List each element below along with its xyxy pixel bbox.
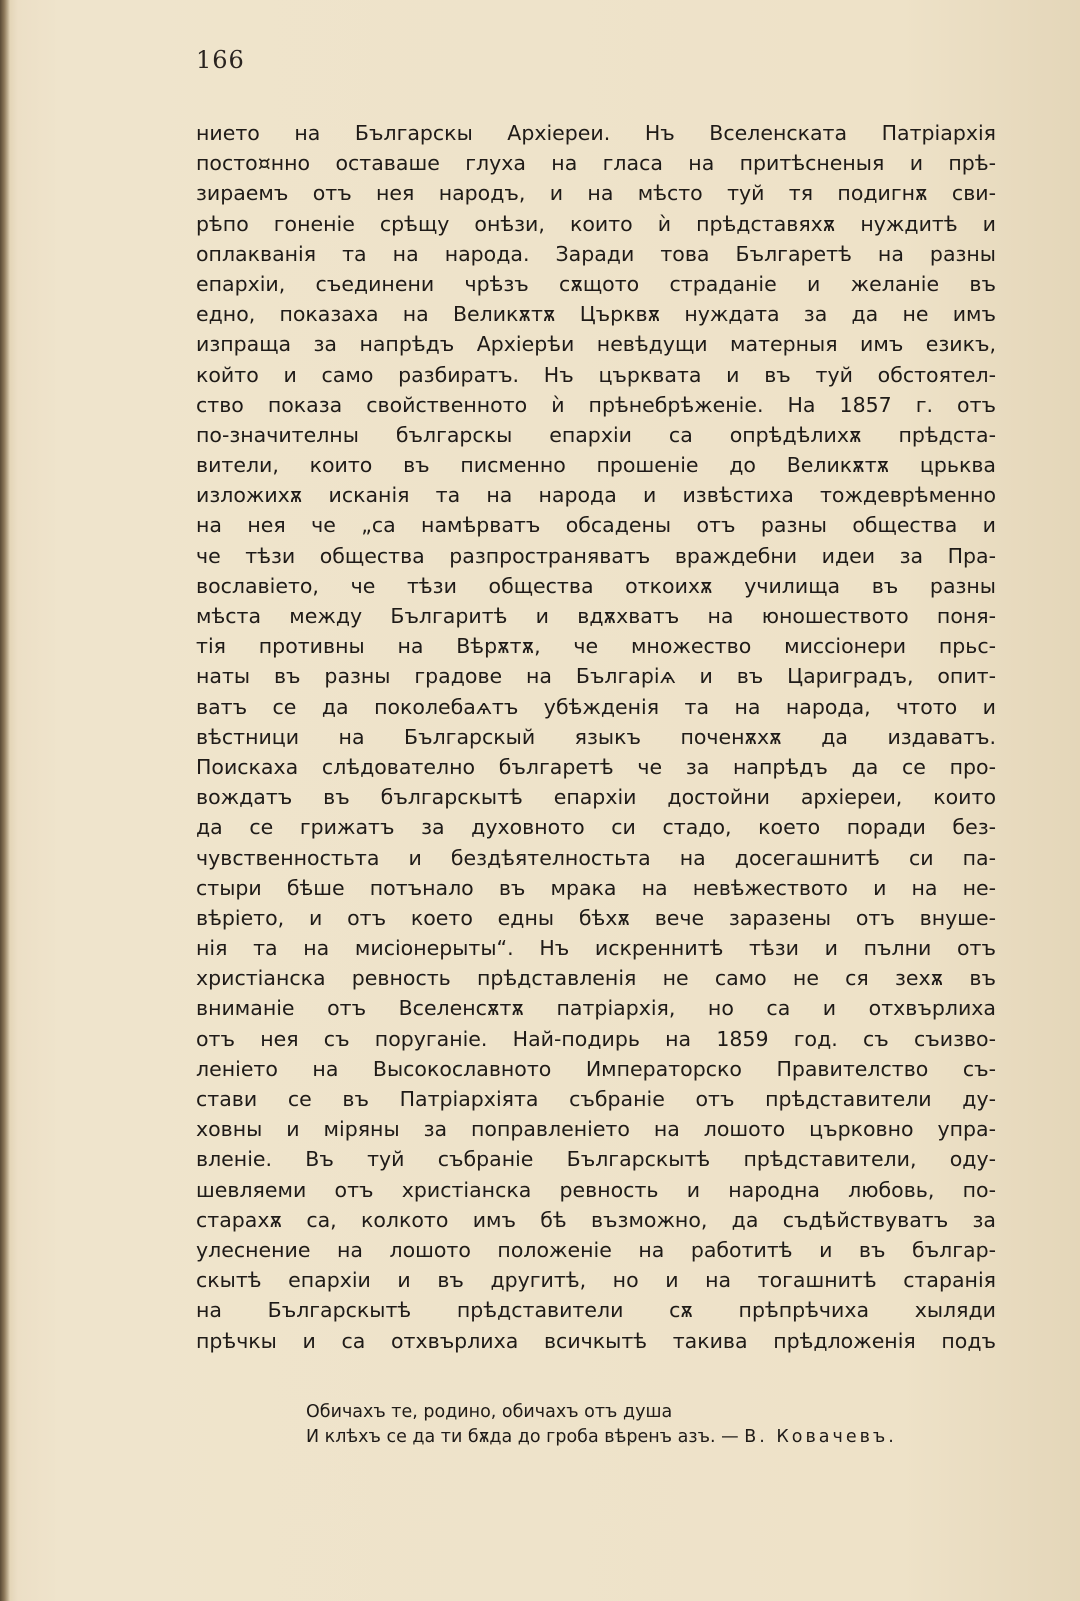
- text-line: скытѣ епархіи и въ другитѣ, но и на тогашнитѣ старанія: [196, 1268, 996, 1293]
- text-line: шевляеми отъ христіанска ревность и народна любовь, по-: [196, 1177, 996, 1202]
- text-line: който и само разбиратъ. Нъ църквата и въ туй обстоятел-: [196, 362, 996, 387]
- text-line: ватъ се да поколебаѧтъ убѣжденія та на нарoда, чтото и: [196, 694, 996, 719]
- text-line: вители, които въ писменно прошеніе до Великѫтѫ црьква: [196, 453, 996, 478]
- text-line: зираемъ отъ нея народъ, и на мѣсто туй тя подигнѫ сви-: [196, 181, 996, 206]
- text-line: старахѫ са, колкото имъ бѣ възможно, да съдѣйствуватъ за: [196, 1207, 996, 1232]
- text-line: нія та на мисіонерыты“. Нъ искреннитѣ тѣзи и пълни отъ: [196, 936, 996, 961]
- epigraph-line-2: [306, 1425, 996, 1450]
- text-line: леніето на Высокославното Императорско Правителство съ-: [196, 1056, 996, 1081]
- text-line: по-значителны българскы епархіи са опрѣдѣлихѫ прѣдста-: [196, 422, 996, 447]
- text-line: вниманіе отъ Вселенсѫтѫ патріархія, но са и отхвърлиха: [196, 996, 996, 1021]
- text-line: стави се въ Патріархіята събраніе отъ прѣдставители ду-: [196, 1087, 996, 1111]
- text-line: улеснение на лошото положеніе на работитѣ и въ българ-: [196, 1237, 996, 1262]
- text-line: на нея че „са намѣрватъ обсадены отъ разны общества и: [196, 513, 996, 538]
- text-line: мѣста между Българитѣ и вдѫхватъ на юношеството поня-: [196, 604, 996, 628]
- text-line: тія противны на Вѣрѫтѫ, че множество миссіонери прьс-: [196, 634, 996, 659]
- text-line: прѣчкы и са отхвърлиха всичкытѣ такива прѣдложенія подъ: [196, 1328, 996, 1353]
- text-line: оплакванія та на народа. Заради това Българетѣ на разны: [196, 241, 996, 266]
- text-line: вославіето, че тѣзи общества откоихѫ училища въ разны: [196, 573, 996, 598]
- text-line: вождатъ въ българскытѣ епархіи достойни архіереи, които: [196, 785, 996, 810]
- epigraph-verse: [306, 1400, 996, 1450]
- text-line: епархіи, съединени чрѣзъ сѫщото страданіе и желаніе въ: [196, 271, 996, 296]
- text-line: христіанска ревность прѣдставленія не само не ся зехѫ въ: [196, 966, 996, 991]
- epigraph-line-1: Обичахъ те, родино, обичахъ отъ душа: [306, 1402, 673, 1422]
- text-line: наты въ разны градове на Българіѧ и въ Цариградъ, опит-: [196, 664, 996, 689]
- text-line: изложихѫ исканія та на народа и извѣстиха тождеврѣменно: [196, 483, 996, 508]
- text-line: чувственностьта и бездѣятелностьта на досегашнитѣ си па-: [196, 845, 996, 870]
- page-binding-edge: [0, 0, 10, 1601]
- text-line: ховны и міряны за поправленіето на лошото църковно упра-: [196, 1117, 996, 1142]
- text-line: отъ нея съ поруганіе. Най-подирь на 1859 год. съ съизво-: [196, 1026, 996, 1051]
- epigraph-line-2-text: И клѣхъ се да ти бѫда до гроба вѣренъ азъ. —: [306, 1427, 739, 1447]
- text-line: рѣпо гоненіе срѣщу онѣзи, които ѝ прѣдставяхѫ нуждитѣ и: [196, 211, 996, 236]
- epigraph-author: В. Ковачевъ.: [744, 1427, 897, 1447]
- text-line: на Българскытѣ прѣдставители сѫ прѣпрѣчиха хыляди: [196, 1298, 996, 1323]
- text-line: изпраща за напрѣдъ Архіерѣи невѣдущи матерныя имъ езикъ,: [196, 332, 996, 357]
- page-number: 166: [196, 46, 245, 74]
- text-line: вѣстници на Българскый языкъ поченѫхѫ да издаватъ.: [196, 724, 996, 749]
- text-line: вѣріето, и отъ което едны бѣхѫ вече заразены отъ внуше-: [196, 905, 996, 930]
- text-line: Поискаха слѣдователно българетѣ че за напрѣдъ да се про-: [196, 754, 996, 779]
- text-line: стыри бѣше потънало въ мрака на невѣжеството и на не-: [196, 875, 996, 900]
- text-line: да се грижатъ за духовното си стадо, което поради без-: [196, 815, 996, 840]
- body-text: [196, 118, 996, 1356]
- text-line: че тѣзи общества разпространяватъ враждебни идеи за Пра-: [196, 543, 996, 568]
- text-line: посто¤нно оставаше глуха на гласа на притѣсненыя и прѣ-: [196, 151, 996, 176]
- text-line: вленіе. Въ туй събраніе Българскытѣ прѣдставители, оду-: [196, 1147, 996, 1172]
- text-line: ство показа свойственното ѝ прѣнебрѣженіе. На 1857 г. отъ: [196, 392, 996, 417]
- text-line: едно, показаха на Великѫтѫ Църквѫ нуждата за да не имъ: [196, 302, 996, 327]
- text-line: нието на Българскы Архіереи. Нъ Вселенската Патріархія: [196, 121, 996, 145]
